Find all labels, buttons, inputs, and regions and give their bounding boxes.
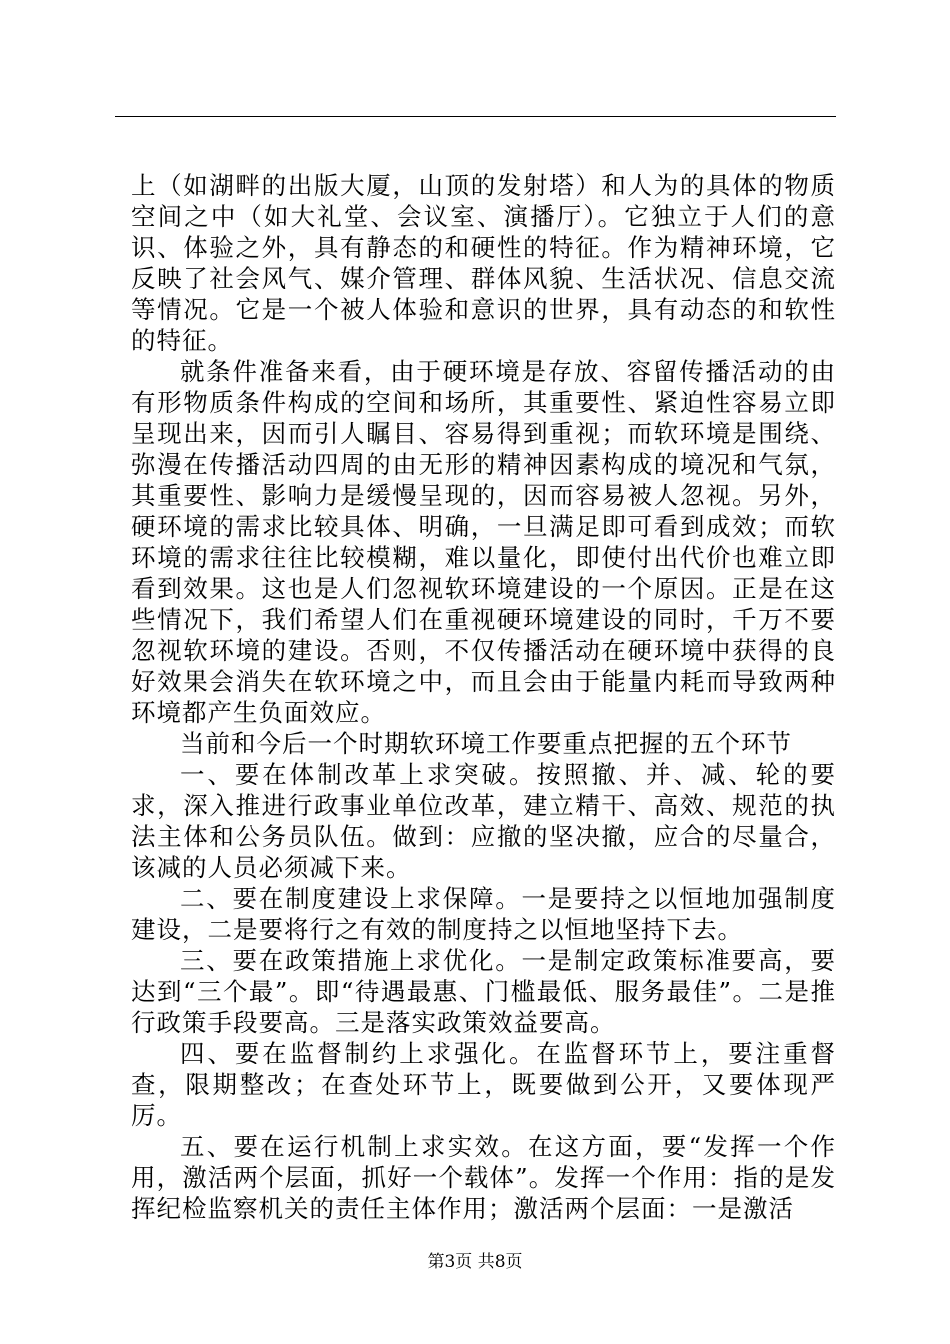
paragraph: 三、要在政策措施上求优化。一是制定政策标准要高，要达到“三个最”。即“待遇最惠、门槛最低、服务最佳”。二是推行政策手段要高。三是落实政策效益要高。 [131, 946, 836, 1037]
paragraph: 五、要在运行机制上求实效。在这方面，要“发挥一个作用，激活两个层面，抓好一个载体”。发挥一个作用：指的是发挥纪检监察机关的责任主体作用；激活两个层面：一是激活 [131, 1132, 836, 1223]
document-body [131, 170, 836, 1224]
section-heading: 当前和今后一个时期软环境工作要重点把握的五个环节 [180, 729, 792, 758]
paragraph: 就条件准备来看，由于硬环境是存放、容留传播活动的由有形物质条件构成的空间和场所，其重要性、紧迫性容易立即呈现出来，因而引人瞩目、容易得到重视；而软环境是围绕、弥漫在传播活动四周的由无形的精神因素构成的境况和气氛，其重要性、影响力是缓慢呈现的，因而容易被人忽视。另外，硬环境的需求比较具体、明确，一旦满足即可看到成效；而软环境的需求往往比较模糊，难以量化，即使付出代价也难立即看到效果。这也是人们忽视软环境建设的一个原因。正是在这些情况下，我们希望人们在重视硬环境建设的同时，千万不要忽视软环境的建设。否则，不仅传播活动在硬环境中获得的良好效果会消失在软环境之中，而且会由于能量内耗而导致两种环境都产生负面效应。 [131, 357, 836, 727]
paragraph: 二、要在制度建设上求保障。一是要持之以恒地加强制度建设，二是要将行之有效的制度持之以恒地坚持下去。 [131, 884, 836, 944]
page-number: 第3页 共8页 [427, 1252, 523, 1272]
header-rule [115, 116, 836, 117]
paragraph: 四、要在监督制约上求强化。在监督环节上，要注重督查，限期整改；在查处环节上，既要做到公开，又要体现严厉。 [131, 1039, 836, 1130]
paragraph: 上（如湖畔的出版大厦，山顶的发射塔）和人为的具体的物质空间之中（如大礼堂、会议室、演播厅）。它独立于人们的意识、体验之外，具有静态的和硬性的特征。作为精神环境，它反映了社会风气、媒介管理、群体风貌、生活状况、信息交流等情况。它是一个被人体验和意识的世界，具有动态的和软性的特征。 [131, 171, 836, 355]
paragraph: 一、要在体制改革上求突破。按照撤、并、减、轮的要求，深入推进行政事业单位改革，建立精干、高效、规范的执法主体和公务员队伍。做到：应撤的坚决撤，应合的尽量合，该减的人员必须减下来。 [131, 760, 836, 882]
